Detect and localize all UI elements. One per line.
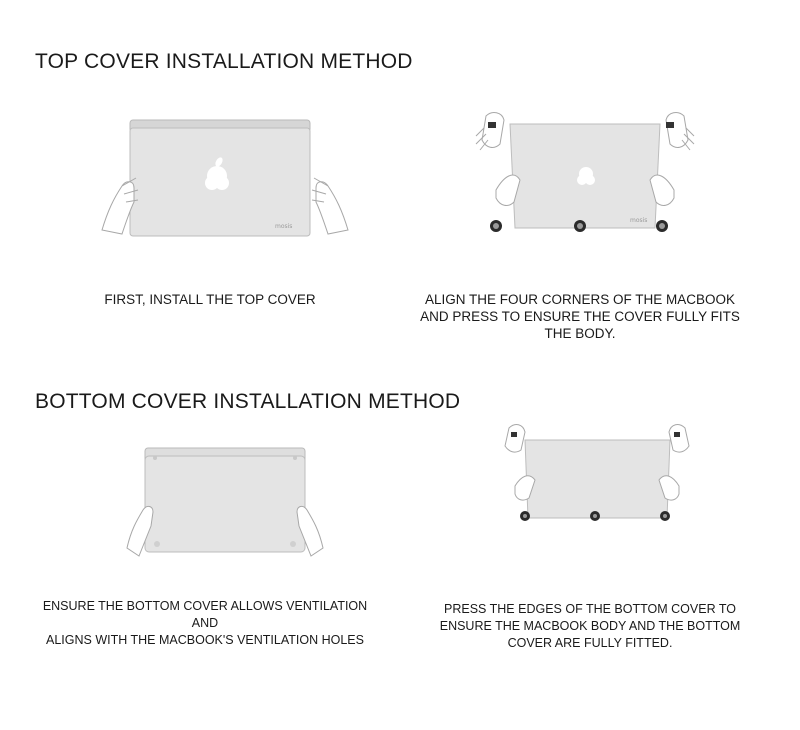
bottom-cover-press-illustration — [495, 420, 700, 530]
bottom-cover-title: BOTTOM COVER INSTALLATION METHOD — [35, 390, 461, 413]
caption-line: COVER ARE FULLY FITTED. — [507, 636, 673, 650]
caption-line: ENSURE THE MACBOOK BODY AND THE BOTTOM — [439, 619, 741, 633]
caption-line: AND PRESS TO ENSURE THE COVER FULLY FITS — [420, 309, 740, 324]
caption-line: PRESS THE EDGES OF THE BOTTOM COVER TO — [444, 602, 736, 616]
svg-text:mosis: mosis — [630, 217, 648, 224]
top-cover-press-illustration — [470, 110, 700, 250]
caption-line: AND — [191, 616, 219, 630]
caption-line: THE BODY. — [544, 326, 616, 341]
bottom-step1-caption — [5, 598, 405, 649]
top-cover-hold-illustration — [100, 110, 350, 250]
caption-line: ALIGNS WITH THE MACBOOK'S VENTILATION HOLES — [46, 633, 364, 647]
caption-line: FIRST, INSTALL THE TOP COVER — [104, 292, 316, 307]
top-step1-caption — [60, 291, 360, 308]
top-step2-caption — [380, 291, 780, 342]
bottom-cover-hold-illustration — [125, 440, 325, 565]
svg-text:mosis: mosis — [275, 223, 293, 230]
caption-line: ALIGN THE FOUR CORNERS OF THE MACBOOK — [424, 292, 736, 307]
top-cover-title: TOP COVER INSTALLATION METHOD — [35, 50, 413, 73]
bottom-step2-caption — [395, 601, 785, 652]
caption-line: ENSURE THE BOTTOM COVER ALLOWS VENTILATION — [42, 599, 368, 613]
